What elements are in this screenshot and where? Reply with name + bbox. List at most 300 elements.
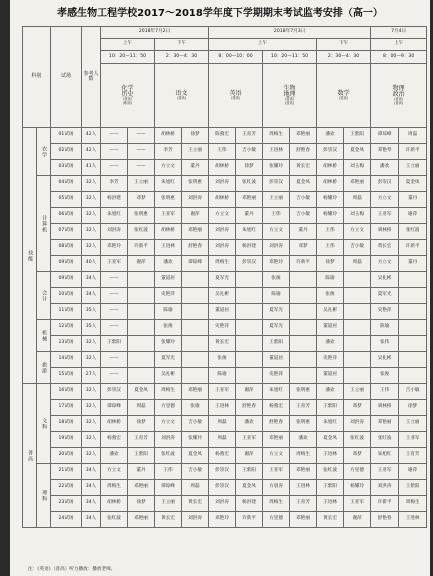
proctor-cell: 王紫阳	[317, 480, 344, 496]
proctor-cell: 张耀玲	[263, 160, 290, 176]
subject-name: 英语	[229, 89, 242, 97]
proctor-cell: 朱旭红	[101, 208, 128, 224]
table-row	[23, 400, 427, 416]
proctor-cell: 潘欢	[317, 128, 344, 144]
proctor-cell: 杨洪建	[101, 192, 128, 208]
proctor-cell: 彭崇汉	[209, 480, 236, 496]
proctor-cell: 杨燕宏	[101, 432, 128, 448]
count-cell: 32人	[82, 192, 101, 208]
proctor-cell: 舒艳春	[236, 400, 263, 416]
period-2: 下午	[155, 39, 209, 51]
proctor-cell: 方立文	[155, 416, 182, 432]
room-cell: 24试场	[51, 512, 82, 528]
footnote: 注：《英语》（普高）听力播放：播放老师。	[28, 567, 116, 572]
proctor-cell: 董道居	[263, 352, 290, 368]
proctor-cell: 谭琼峰	[155, 480, 182, 496]
proctor-cell	[236, 336, 263, 352]
proctor-cell: 夏军光	[209, 272, 236, 288]
proctor-cell: 夏金凤	[399, 176, 427, 192]
subject-6	[371, 64, 427, 128]
proctor-cell: 胡林桥	[371, 400, 399, 416]
proctor-cell: 刘洪涛	[182, 512, 209, 528]
room-cell: 08试场	[51, 240, 82, 256]
subject-2	[155, 64, 209, 128]
proctor-cell: 张红波	[371, 432, 399, 448]
proctor-cell: 史艳萍	[209, 320, 236, 336]
proctor-cell: 王紫阳	[317, 400, 344, 416]
proctor-cell: 史艳萍	[371, 304, 399, 320]
proctor-cell: ——	[101, 304, 128, 320]
count-cell: 41人	[82, 160, 101, 176]
proctor-cell: 邓艳丽	[236, 192, 263, 208]
proctor-cell: 张红波	[128, 224, 155, 240]
proctor-cell: 王育芳	[236, 128, 263, 144]
proctor-cell	[128, 272, 155, 288]
proctor-cell: 周梅生	[263, 128, 290, 144]
subject-name: 化学 历史	[121, 84, 134, 98]
subject-5	[317, 64, 371, 128]
table-row	[23, 256, 427, 272]
room-cell: 17试场	[51, 400, 82, 416]
subject-note: (普高) (普高)	[393, 97, 404, 105]
proctor-cell: 王伟	[263, 208, 290, 224]
proctor-cell	[344, 368, 371, 384]
proctor-cell: 刘洪涛	[344, 416, 371, 432]
proctor-cell: 吴礼彬	[209, 288, 236, 304]
proctor-cell: 王紫阳	[101, 336, 128, 352]
subject-note: (普高) (职高)	[122, 97, 133, 105]
proctor-cell: 许新平	[290, 256, 317, 272]
count-cell: 32人	[82, 176, 101, 192]
proctor-cell: 潘欢	[101, 448, 128, 464]
proctor-cell: ——	[101, 352, 128, 368]
proctor-cell: 周梅生	[101, 480, 128, 496]
proctor-cell	[290, 288, 317, 304]
section-label: 普高	[23, 384, 37, 528]
proctor-cell: 徐梦	[317, 256, 344, 272]
subject-1	[101, 64, 155, 128]
proctor-cell: 刘洪涛	[209, 224, 236, 240]
count-cell: 32人	[82, 432, 101, 448]
proctor-cell: 史艳萍	[317, 352, 344, 368]
table-row	[23, 288, 427, 304]
proctor-cell: 邓梦	[344, 400, 371, 416]
proctor-cell: 邓艳丽	[128, 480, 155, 496]
room-cell: 23试场	[51, 496, 82, 512]
proctor-cell: 董丹	[399, 192, 427, 208]
proctor-cell: 陈瑜	[155, 304, 182, 320]
proctor-cell: 徐梦	[128, 416, 155, 432]
proctor-cell: 朱旭红	[155, 176, 182, 192]
proctor-cell: 陈瑜	[263, 288, 290, 304]
proctor-cell: ——	[128, 160, 155, 176]
subject-name: 语文	[175, 89, 188, 97]
proctor-cell: 朱旭红	[236, 224, 263, 240]
proctor-cell: 徐梦	[128, 496, 155, 512]
proctor-cell	[399, 320, 427, 336]
proctor-cell: 彭崇汉	[236, 256, 263, 272]
time-1: 10：20—11：50	[101, 51, 155, 64]
proctor-cell: 张俊	[317, 288, 344, 304]
proctor-cell	[182, 368, 209, 384]
proctor-cell: 许新平	[371, 496, 399, 512]
proctor-cell: 谢萍	[236, 384, 263, 400]
count-cell: 34人	[82, 464, 101, 480]
exam-sheet	[10, 0, 430, 576]
time-2: 2：30—4：30	[155, 51, 209, 64]
room-cell: 03试场	[51, 160, 82, 176]
proctor-cell: 邓艳丽	[344, 176, 371, 192]
subject-name: 数学	[337, 89, 350, 97]
proctor-cell: 王伟	[317, 224, 344, 240]
subject-note: (普高)	[230, 95, 241, 100]
room-cell: 20试场	[51, 448, 82, 464]
proctor-cell: 谢萍	[399, 464, 427, 480]
subject-4	[263, 64, 317, 128]
proctor-cell: 潘欢	[236, 416, 263, 432]
proctor-cell	[128, 320, 155, 336]
table-row	[23, 272, 427, 288]
proctor-cell: 张红波	[317, 464, 344, 480]
proctor-cell: ——	[101, 368, 128, 384]
proctor-cell: 邓艳琴	[371, 144, 399, 160]
proctor-cell: 杨燕宏	[263, 400, 290, 416]
proctor-cell: ——	[101, 144, 128, 160]
proctor-cell: 李芳	[155, 144, 182, 160]
count-cell: 32人	[82, 400, 101, 416]
proctor-cell: 张耀玲	[182, 432, 209, 448]
proctor-cell: 胡林桥	[209, 192, 236, 208]
proctor-cell: 邓梦	[128, 192, 155, 208]
count-cell: 32人	[82, 336, 101, 352]
proctor-cell: 许新平	[128, 240, 155, 256]
proctor-cell: 舒艳春	[290, 144, 317, 160]
proctor-cell: 胡林桥	[155, 128, 182, 144]
proctor-cell: 王紫阳	[344, 128, 371, 144]
header-section: 科别	[23, 27, 51, 128]
proctor-cell	[128, 336, 155, 352]
proctor-cell: 王进林	[263, 144, 290, 160]
proctor-cell: 彭崇汉	[371, 176, 399, 192]
proctor-cell: 夏军光	[371, 288, 399, 304]
proctor-cell: 杨耀玲	[344, 480, 371, 496]
count-cell: 34人	[82, 288, 101, 304]
proctor-cell: 王亚军	[209, 384, 236, 400]
header-room: 试场	[51, 27, 82, 128]
count-cell: 32人	[82, 352, 101, 368]
proctor-cell: 董丹	[182, 160, 209, 176]
proctor-cell: 彭崇汉	[263, 176, 290, 192]
proctor-cell: 史艳萍	[155, 288, 182, 304]
proctor-cell: 黄长宏	[155, 512, 182, 528]
proctor-cell: 黄长宏	[290, 160, 317, 176]
proctor-cell	[344, 352, 371, 368]
proctor-cell: 邓艳丽	[290, 128, 317, 144]
proctor-cell: 谭琼峰	[182, 256, 209, 272]
proctor-cell: 张俊	[263, 272, 290, 288]
table-row	[23, 224, 427, 240]
time-4: 10：20—11：50	[263, 51, 317, 64]
proctor-cell: 李芳	[101, 176, 128, 192]
room-cell: 14试场	[51, 352, 82, 368]
proctor-cell: 王立丽	[128, 176, 155, 192]
room-cell: 10试场	[51, 288, 82, 304]
proctor-cell: 吉小敏	[182, 416, 209, 432]
proctor-cell: 邓艳丽	[290, 464, 317, 480]
proctor-cell	[399, 272, 427, 288]
proctor-cell: 舒艳春	[263, 416, 290, 432]
room-cell: 21试场	[51, 464, 82, 480]
proctor-cell: 陈燕宏	[209, 128, 236, 144]
period-5: 上午	[371, 39, 427, 51]
proctor-cell: 王进林	[317, 496, 344, 512]
count-cell: 42人	[82, 144, 101, 160]
proctor-cell: 方立文	[371, 192, 399, 208]
proctor-cell: 方立文	[263, 448, 290, 464]
subject-note: (普高)	[338, 95, 349, 100]
proctor-cell	[128, 288, 155, 304]
date-2: 2018年7月3日	[209, 27, 371, 39]
proctor-cell: 夏金凤	[317, 432, 344, 448]
proctor-cell: 张明惠	[182, 176, 209, 192]
proctor-cell: 董丹	[290, 224, 317, 240]
room-cell: 12试场	[51, 320, 82, 336]
proctor-cell: 胡林桥	[317, 176, 344, 192]
proctor-cell: 吉小敏	[236, 144, 263, 160]
room-cell: 02试场	[51, 144, 82, 160]
proctor-cell: 刘洪涛	[371, 480, 399, 496]
proctor-cell: 谢萍	[236, 448, 263, 464]
table-row	[23, 128, 427, 144]
proctor-cell: 夏金凤	[290, 176, 317, 192]
proctor-cell: 方里德	[155, 400, 182, 416]
proctor-cell: 周磊	[344, 256, 371, 272]
proctor-cell	[182, 352, 209, 368]
proctor-cell: 刘洪涛	[209, 176, 236, 192]
subsection-label: 农学	[37, 128, 51, 176]
subject-name: 物理 政治	[392, 84, 405, 98]
proctor-cell: 黄长宏	[182, 496, 209, 512]
proctor-cell: 张俊	[371, 368, 399, 384]
proctor-cell	[399, 288, 427, 304]
room-cell: 15试场	[51, 368, 82, 384]
proctor-cell: 刘玉梅	[344, 208, 371, 224]
proctor-cell: 黄长宏	[317, 512, 344, 528]
subject-name: 生物 地理	[283, 84, 296, 98]
proctor-cell: 胡林桥	[155, 224, 182, 240]
proctor-cell: 刘洪涛	[263, 240, 290, 256]
date-1: 2018年7月2日	[101, 27, 209, 39]
room-cell: 22试场	[51, 480, 82, 496]
proctor-cell: ——	[101, 288, 128, 304]
proctor-cell: 黄长宏	[371, 240, 399, 256]
proctor-cell: 陈瑜	[317, 272, 344, 288]
proctor-cell: 王紫阳	[236, 464, 263, 480]
proctor-cell: 方立文	[101, 464, 128, 480]
proctor-cell: 舒艳春	[371, 512, 399, 528]
proctor-cell: 张红波	[236, 176, 263, 192]
period-4: 下午	[317, 39, 371, 51]
table-row	[23, 416, 427, 432]
proctor-cell: 谢萍	[399, 208, 427, 224]
count-cell: 32人	[82, 208, 101, 224]
proctor-cell	[344, 336, 371, 352]
proctor-cell: 王立丽	[399, 416, 427, 432]
table-row	[23, 144, 427, 160]
proctor-cell: 邓艳丽	[290, 512, 317, 528]
proctor-cell: 方晨涛	[263, 480, 290, 496]
proctor-cell: 周磊	[209, 432, 236, 448]
proctor-cell: 潘欢	[155, 256, 182, 272]
proctor-cell	[399, 352, 427, 368]
proctor-cell: 方里德	[344, 464, 371, 480]
proctor-cell	[236, 352, 263, 368]
table-row	[23, 176, 427, 192]
proctor-cell	[236, 320, 263, 336]
proctor-cell: 吴礼彬	[155, 368, 182, 384]
count-cell: 35人	[82, 320, 101, 336]
count-cell: 32人	[82, 240, 101, 256]
proctor-cell: 王立丽	[263, 192, 290, 208]
proctor-cell: 邓艳玲	[209, 512, 236, 528]
table-row	[23, 336, 427, 352]
proctor-cell: 陈瑜	[209, 368, 236, 384]
proctor-cell	[344, 288, 371, 304]
page-title: 孝感生物工程学校2017～2018学年度下学期期末考试监考安排（高一）	[57, 8, 383, 19]
proctor-cell	[290, 304, 317, 320]
proctor-cell: 王立丽	[344, 384, 371, 400]
proctor-cell: 张红波	[155, 448, 182, 464]
proctor-cell: 张红波	[399, 224, 427, 240]
proctor-cell: 黄长宏	[209, 336, 236, 352]
time-5: 2：30—4：30	[317, 51, 371, 64]
proctor-cell: 潘欢	[317, 336, 344, 352]
proctor-cell	[344, 272, 371, 288]
proctor-cell: 王进林	[155, 240, 182, 256]
proctor-cell: 吉小敏	[290, 208, 317, 224]
proctor-cell: 王育芳	[290, 400, 317, 416]
proctor-cell: 方立文	[371, 256, 399, 272]
proctor-cell: 彭崇汉	[101, 384, 128, 400]
proctor-cell	[236, 304, 263, 320]
proctor-cell: 胡林桥	[209, 160, 236, 176]
room-cell: 06试场	[51, 208, 82, 224]
proctor-cell: 胡林桥	[101, 416, 128, 432]
table-row	[23, 192, 427, 208]
proctor-cell: 方立文	[263, 224, 290, 240]
table-row	[23, 240, 427, 256]
proctor-cell: 王进林	[399, 512, 427, 528]
proctor-cell: 王育芳	[290, 496, 317, 512]
proctor-cell: 胡林桥	[317, 160, 344, 176]
proctor-cell: 邓艳玲	[263, 256, 290, 272]
period-1: 上午	[101, 39, 155, 51]
room-cell: 09试场	[51, 272, 82, 288]
proctor-cell: 谢萍	[182, 208, 209, 224]
table-row	[23, 464, 427, 480]
proctor-cell: 王育芳	[128, 432, 155, 448]
room-cell: 19试场	[51, 432, 82, 448]
proctor-cell	[290, 336, 317, 352]
table-row	[23, 304, 427, 320]
count-cell: 35人	[82, 304, 101, 320]
table-row	[23, 368, 427, 384]
proctor-cell: 王伟	[317, 240, 344, 256]
subsection-label: 理科	[37, 464, 51, 528]
proctor-cell: 张俊	[155, 320, 182, 336]
proctor-cell: 王立丽	[399, 160, 427, 176]
proctor-cell: 彭崇汉	[317, 144, 344, 160]
proctor-cell: 彭崇汉	[209, 464, 236, 480]
proctor-cell	[399, 368, 427, 384]
subject-3	[209, 64, 263, 128]
proctor-cell	[182, 336, 209, 352]
subject-note: (普高) (普高)	[284, 97, 295, 105]
room-cell: 07试场	[51, 224, 82, 240]
proctor-cell	[399, 336, 427, 352]
proctor-cell: 谢萍	[128, 256, 155, 272]
proctor-cell: 周梅生	[290, 448, 317, 464]
proctor-cell: 董丹	[399, 256, 427, 272]
proctor-cell: 周磊	[128, 400, 155, 416]
proctor-cell: 周梅生	[263, 496, 290, 512]
proctor-cell: 夏军光	[263, 320, 290, 336]
proctor-cell: 胡林桥	[371, 224, 399, 240]
count-cell: 34人	[82, 272, 101, 288]
proctor-cell: 方立文	[344, 224, 371, 240]
proctor-cell: 许新平	[399, 240, 427, 256]
subsection-label: 旅游	[37, 352, 51, 384]
table-row	[23, 352, 427, 368]
count-cell: 32人	[82, 448, 101, 464]
proctor-cell: ——	[101, 272, 128, 288]
proctor-cell: 方里德	[263, 512, 290, 528]
proctor-cell: 许新平	[236, 512, 263, 528]
proctor-cell: 朱旭红	[317, 416, 344, 432]
proctor-cell: 王亚军	[155, 208, 182, 224]
proctor-cell: 王进林	[317, 448, 344, 464]
proctor-cell	[344, 320, 371, 336]
proctor-cell: 徐梦	[399, 400, 427, 416]
proctor-cell: 周梅生	[209, 256, 236, 272]
table-row	[23, 160, 427, 176]
proctor-cell: 潘欢	[290, 432, 317, 448]
proctor-cell: 杨洪建	[236, 240, 263, 256]
proctor-cell: 吴礼彬	[371, 272, 399, 288]
schedule-table	[22, 26, 427, 528]
proctor-cell	[236, 288, 263, 304]
proctor-cell: 刘洪涛	[209, 496, 236, 512]
proctor-cell: 董丹	[128, 464, 155, 480]
proctor-cell: 邓艳丽	[371, 416, 399, 432]
proctor-cell: 董丹	[236, 208, 263, 224]
proctor-cell: 潘欢	[371, 160, 399, 176]
proctor-cell: 刘洪涛	[101, 224, 128, 240]
proctor-cell: 徐梦	[236, 160, 263, 176]
proctor-cell: 许新平	[399, 144, 427, 160]
proctor-cell: 王亚军	[399, 432, 427, 448]
proctor-cell: 邓梦	[290, 240, 317, 256]
proctor-cell: 王进林	[209, 400, 236, 416]
table-row	[23, 496, 427, 512]
proctor-cell: ——	[101, 160, 128, 176]
subsection-label: 文科	[37, 384, 51, 464]
proctor-cell	[182, 288, 209, 304]
proctor-cell: 张伟	[371, 336, 399, 352]
proctor-cell: 方立文	[209, 208, 236, 224]
header-count: 参考人数	[82, 27, 101, 128]
proctor-cell: ——	[128, 128, 155, 144]
